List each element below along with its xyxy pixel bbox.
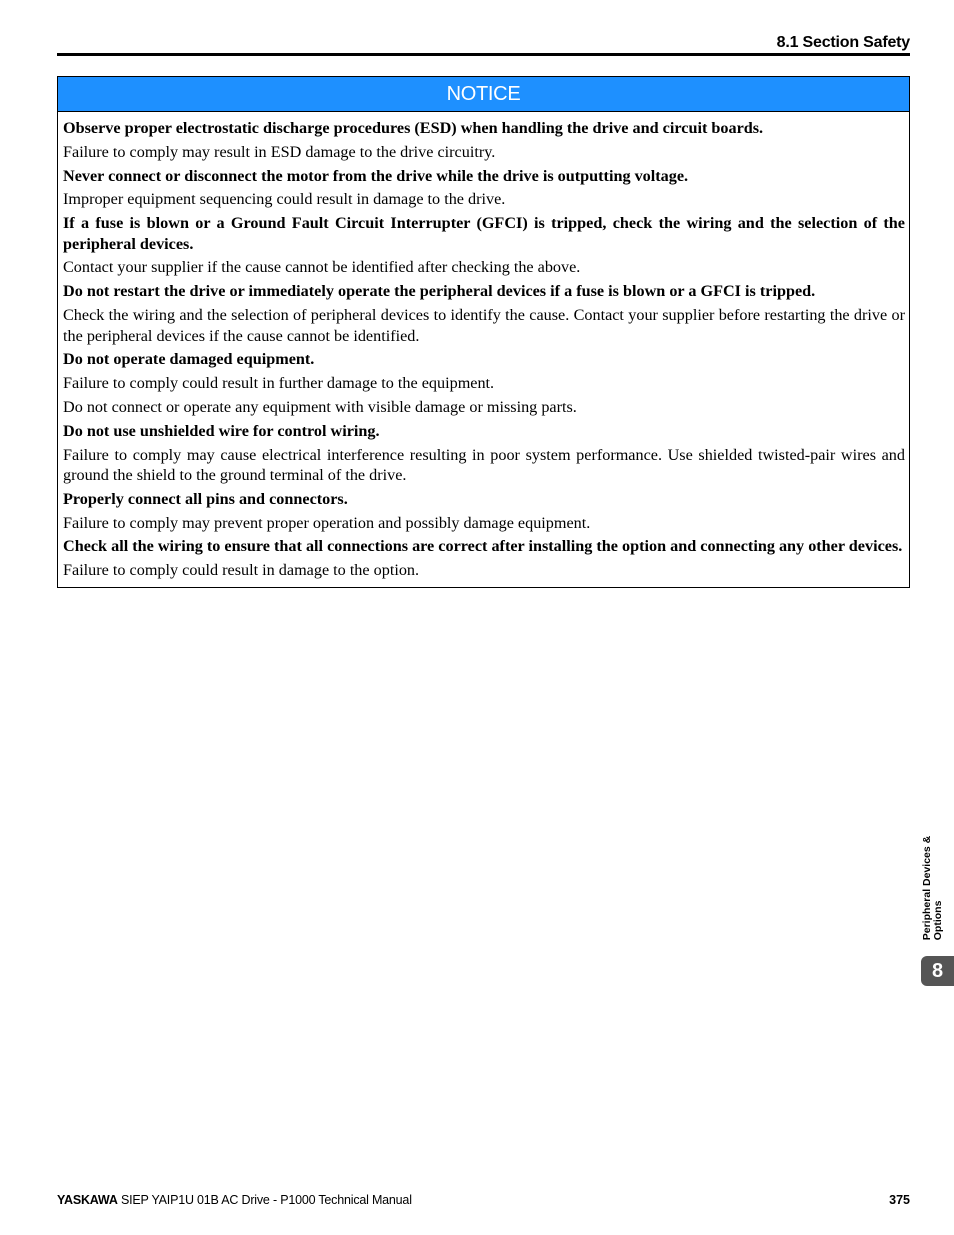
notice-consequence-text: Failure to comply may prevent proper operation and possibly damage equipment. xyxy=(63,513,591,532)
chapter-tab xyxy=(921,956,954,986)
notice-warning-text: Never connect or disconnect the motor from the drive while the drive is outputting voltage. xyxy=(63,166,689,185)
notice-consequence-text: Improper equipment sequencing could result in damage to the drive. xyxy=(63,190,506,209)
notice-warning-text: Observe proper electrostatic discharge procedures (ESD) when handling the drive and circuit boards. xyxy=(63,119,764,137)
notice-warning-text: Do not operate damaged equipment. xyxy=(63,350,315,369)
notice-consequence-text: Check the wiring and the selection of peripheral devices to identify the cause. Contact your supplier before restarting the drive or the peripheral devices if the cause cannot be identified. xyxy=(63,306,905,345)
page-number: 375 xyxy=(889,1193,910,1207)
notice-body xyxy=(58,112,909,587)
notice-banner xyxy=(58,77,909,112)
notice-warning-text: If a fuse is blown or a Ground Fault Circuit Interrupter (GFCI) is tripped, check the wiring and the selection of the peripheral devices. xyxy=(63,214,905,253)
notice-warning-text: Properly connect all pins and connectors. xyxy=(63,489,348,508)
notice-warning-text: Do not use unshielded wire for control wiring. xyxy=(63,421,380,440)
footer-document-info xyxy=(57,1193,412,1207)
chapter-label-line2: Options xyxy=(932,900,945,941)
chapter-label-line1: Peripheral Devices & xyxy=(921,835,934,941)
footer-document-title: SIEP YAIP1U 01B AC Drive - P1000 Technical Manual xyxy=(120,1193,412,1207)
section-title: 8.1 Section Safety xyxy=(776,34,910,51)
chapter-number: 8 xyxy=(931,959,944,982)
notice-consequence-text: Failure to comply may cause electrical interference resulting in poor system performance. Use shielded twisted-pair wires and ground the shield to the ground terminal of the drive. xyxy=(63,445,905,485)
notice-title: NOTICE xyxy=(446,82,521,105)
header-rule xyxy=(57,53,910,56)
notice-consequence-text: Do not connect or operate any equipment with visible damage or missing parts. xyxy=(63,397,577,416)
notice-consequence-text: Contact your supplier if the cause cannot be identified after checking the above. xyxy=(63,258,581,277)
notice-warning-text: Do not restart the drive or immediately operate the peripheral devices if a fuse is blown or a GFCI is tripped. xyxy=(63,282,816,301)
notice-consequence-text: Failure to comply could result in further damage to the equipment. xyxy=(63,374,495,393)
notice-box xyxy=(57,76,910,588)
footer-brand: YASKAWA xyxy=(57,1193,118,1207)
notice-warning-text: Check all the wiring to ensure that all connections are correct after installing the option and connecting any other devices. xyxy=(63,537,903,556)
chapter-side-label xyxy=(922,832,944,944)
notice-consequence-text: Failure to comply may result in ESD damage to the drive circuitry. xyxy=(63,142,496,161)
notice-consequence-text: Failure to comply could result in damage to the option. xyxy=(63,561,420,580)
